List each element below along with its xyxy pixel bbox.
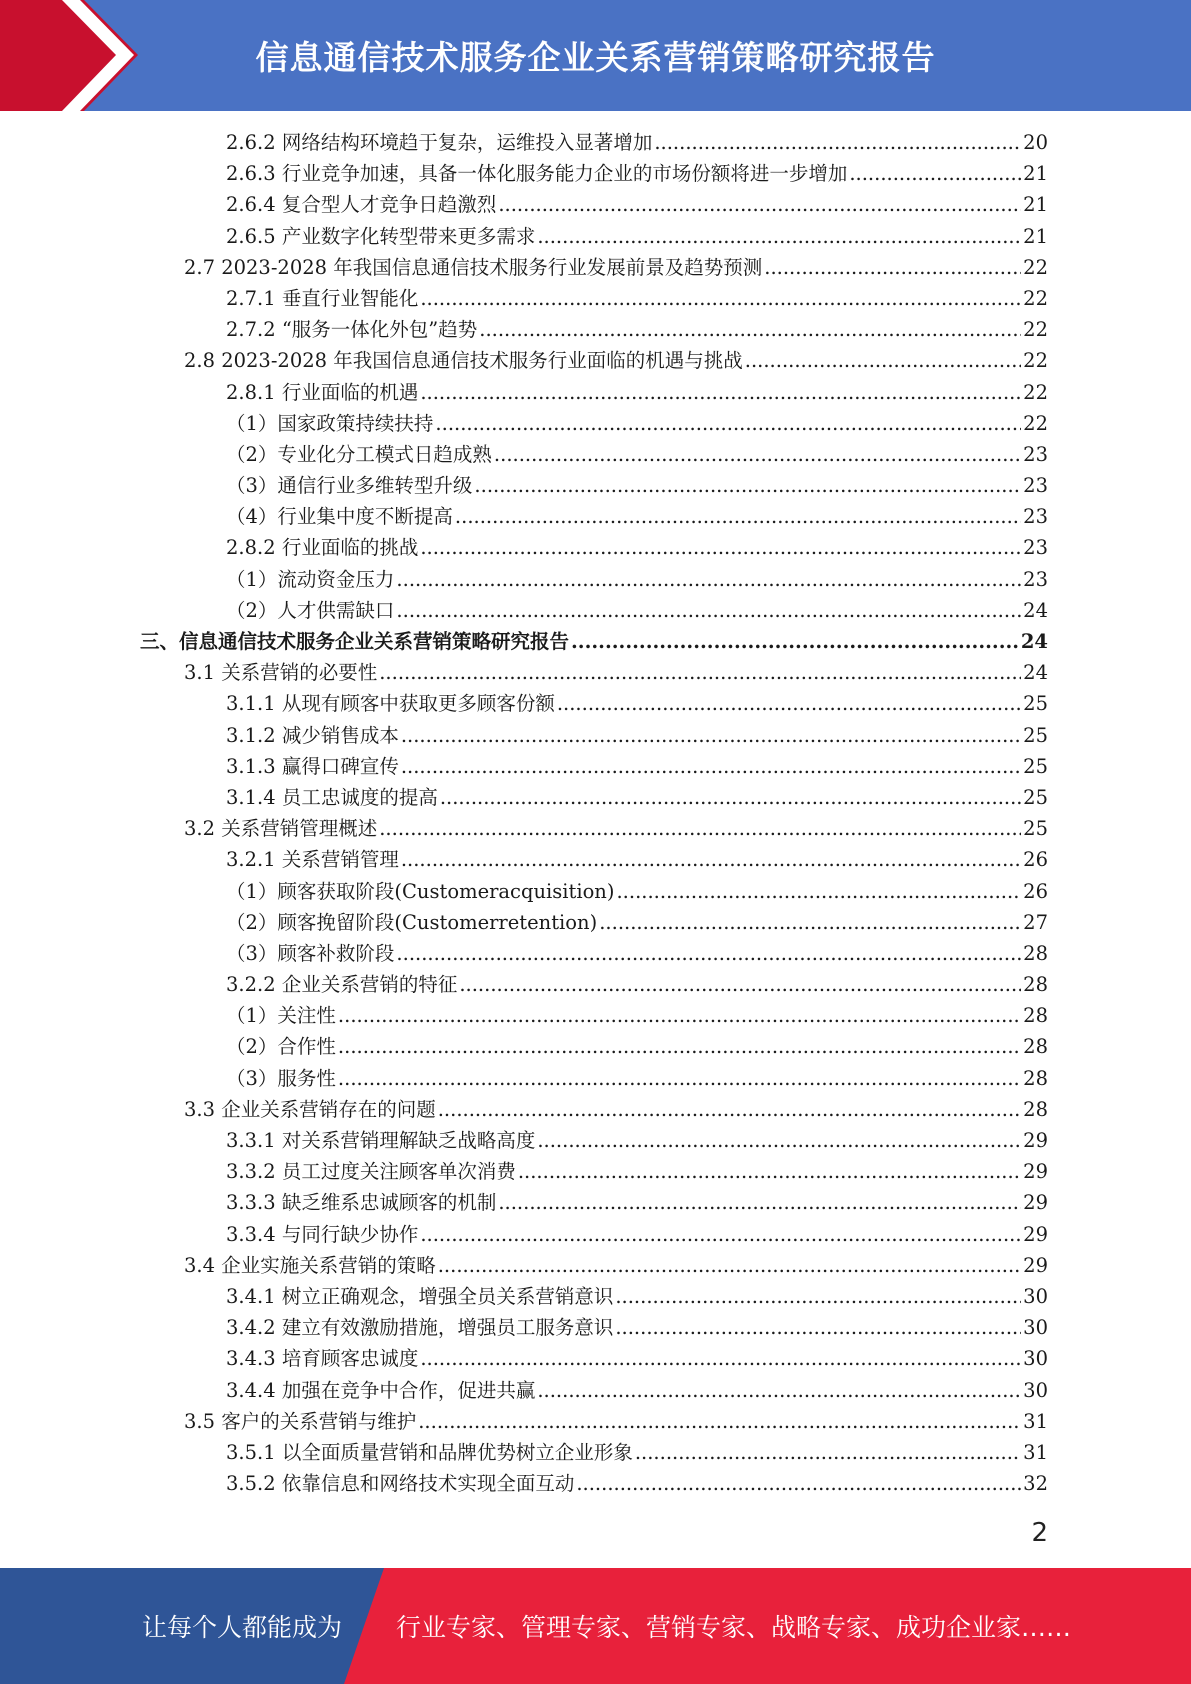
toc-entry-page: 25	[1023, 754, 1048, 778]
toc-entry-title: 3.5.1 以全面质量营销和品牌优势树立企业形象	[226, 1440, 633, 1464]
toc-entry-page: 24	[1023, 598, 1048, 622]
toc-entry[interactable]	[140, 501, 1048, 532]
page-footer	[0, 1568, 1191, 1684]
toc-entry[interactable]	[140, 345, 1048, 376]
toc-entry-page: 29	[1023, 1253, 1048, 1277]
toc-entry-page: 22	[1023, 349, 1048, 373]
toc-dot-leader	[615, 1281, 1021, 1312]
toc-entry[interactable]	[140, 688, 1048, 719]
toc-entry-title: （3）通信行业多维转型升级	[226, 474, 473, 498]
toc-entry-page: 20	[1023, 131, 1048, 154]
toc-entry[interactable]	[140, 844, 1048, 875]
toc-entry[interactable]	[140, 969, 1048, 1000]
toc-entry[interactable]	[140, 626, 1048, 657]
toc-entry-title: （1）国家政策持续扶持	[226, 411, 434, 435]
toc-entry[interactable]	[140, 1250, 1048, 1281]
toc-entry-page: 28	[1023, 1097, 1048, 1121]
toc-dot-leader	[494, 439, 1021, 470]
toc-dot-leader	[401, 751, 1021, 782]
toc-dot-leader	[479, 314, 1021, 345]
toc-dot-leader	[440, 782, 1021, 813]
toc-entry[interactable]	[140, 876, 1048, 907]
toc-dot-leader	[420, 1343, 1021, 1374]
toc-entry[interactable]	[140, 1468, 1048, 1499]
toc-entry-page: 23	[1023, 474, 1048, 498]
toc-dot-leader	[764, 252, 1021, 283]
toc-dot-leader	[849, 158, 1021, 189]
toc-entry[interactable]	[140, 408, 1048, 439]
toc-entry[interactable]	[140, 158, 1048, 189]
toc-entry-title: 3.3.4 与同行缺少协作	[226, 1222, 419, 1246]
toc-dot-leader	[438, 1094, 1021, 1125]
toc-entry[interactable]	[140, 1343, 1048, 1374]
toc-entry[interactable]	[140, 813, 1048, 844]
toc-entry[interactable]	[140, 1437, 1048, 1468]
toc-entry-page: 28	[1023, 1004, 1048, 1028]
toc-dot-leader	[455, 501, 1021, 532]
toc-entry-page: 30	[1023, 1284, 1048, 1308]
toc-entry-page: 25	[1023, 817, 1048, 841]
toc-entry[interactable]	[140, 532, 1048, 563]
toc-entry-page: 29	[1023, 1160, 1048, 1184]
toc-dot-leader	[438, 1250, 1021, 1281]
toc-entry[interactable]	[140, 938, 1048, 969]
toc-entry-title: （2）顾客挽留阶段(Customerretention)	[226, 910, 598, 934]
toc-dot-leader	[557, 688, 1021, 719]
toc-entry-page: 31	[1023, 1409, 1048, 1433]
toc-entry[interactable]	[140, 1375, 1048, 1406]
toc-entry[interactable]	[140, 189, 1048, 220]
toc-dot-leader	[338, 1000, 1021, 1031]
toc-entry-title: 2.6.3 行业竞争加速，具备一体化服务能力企业的市场份额将进一步增加	[226, 162, 848, 186]
toc-entry-page: 21	[1023, 224, 1048, 248]
toc-entry[interactable]	[140, 470, 1048, 501]
toc-dot-leader	[474, 470, 1021, 501]
toc-entry-page: 21	[1023, 193, 1048, 217]
toc-entry-page: 26	[1023, 879, 1048, 903]
toc-dot-leader	[420, 1219, 1021, 1250]
toc-entry-title: 3.5 客户的关系营销与维护	[184, 1409, 417, 1433]
toc-dot-leader	[435, 408, 1021, 439]
toc-entry-page: 28	[1023, 941, 1048, 965]
toc-entry[interactable]	[140, 221, 1048, 252]
toc-entry-page: 28	[1023, 1066, 1048, 1090]
toc-entry-title: 3.4.4 加强在竞争中合作，促进共赢	[226, 1378, 536, 1402]
toc-entry-title: 2.8.2 行业面临的挑战	[226, 536, 419, 560]
toc-entry[interactable]	[140, 252, 1048, 283]
toc-entry-title: 3.1.1 从现有顾客中获取更多顾客份额	[226, 692, 555, 716]
toc-entry-title: （2）人才供需缺口	[226, 598, 395, 622]
toc-entry-page: 30	[1023, 1316, 1048, 1340]
toc-entry-title: （1）顾客获取阶段(Customeracquisition)	[226, 879, 615, 903]
toc-entry-title: 2.7.2 “服务一体化外包”趋势	[226, 318, 478, 342]
toc-entry-page: 26	[1023, 848, 1048, 872]
toc-dot-leader	[396, 564, 1021, 595]
page-number: 2	[1031, 1518, 1048, 1548]
toc-entry[interactable]	[140, 1156, 1048, 1187]
toc-entry-title: 2.6.5 产业数字化转型带来更多需求	[226, 224, 536, 248]
toc-entry-title: 3.4.1 树立正确观念，增强全员关系营销意识	[226, 1284, 614, 1308]
toc-entry[interactable]	[140, 1312, 1048, 1343]
toc-entry[interactable]	[140, 1187, 1048, 1218]
toc-entry-title: （1）关注性	[226, 1004, 336, 1028]
toc-entry[interactable]	[140, 1125, 1048, 1156]
toc-entry-page: 27	[1023, 910, 1048, 934]
toc-dot-leader	[576, 1468, 1021, 1499]
footer-slogan-right: 行业专家、管理专家、营销专家、战略专家、成功企业家……	[396, 1613, 1072, 1642]
toc-entry-title: 3.4 企业实施关系营销的策略	[184, 1253, 436, 1277]
toc-dot-leader	[635, 1437, 1021, 1468]
toc-dot-leader	[418, 1406, 1021, 1437]
toc-entry-title: 3.1.4 员工忠诚度的提高	[226, 785, 438, 809]
toc-entry-title: 3.3 企业关系营销存在的问题	[184, 1097, 436, 1121]
toc-dot-leader	[459, 969, 1021, 1000]
toc-entry-title: 3.3.3 缺乏维系忠诚顾客的机制	[226, 1191, 497, 1215]
toc-entry-page: 22	[1023, 380, 1048, 404]
toc-dot-leader	[615, 1312, 1021, 1343]
toc-dot-leader	[401, 720, 1021, 751]
toc-entry[interactable]	[140, 1063, 1048, 1094]
toc-entry-page: 29	[1023, 1222, 1048, 1246]
toc-entry-page: 22	[1023, 318, 1048, 342]
toc-entry-page: 23	[1023, 505, 1048, 529]
toc-entry-title: （2）专业化分工模式日趋成熟	[226, 442, 492, 466]
toc-entry-page: 30	[1023, 1347, 1048, 1371]
toc-entry[interactable]	[140, 1406, 1048, 1437]
toc-entry[interactable]	[140, 1281, 1048, 1312]
toc-entry-title: 3.3.2 员工过度关注顾客单次消费	[226, 1160, 516, 1184]
toc-entry-title: （4）行业集中度不断提高	[226, 505, 453, 529]
toc-entry-page: 28	[1023, 973, 1048, 997]
toc-dot-leader	[498, 189, 1021, 220]
toc-entry-title: （3）顾客补救阶段	[226, 941, 395, 965]
toc-entry-title: 3.3.1 对关系营销理解缺乏战略高度	[226, 1129, 536, 1152]
toc-entry-page: 21	[1023, 162, 1048, 186]
toc-entry[interactable]	[140, 1094, 1048, 1125]
toc-entry[interactable]	[140, 439, 1048, 470]
toc-entry-title: （1）流动资金压力	[226, 567, 395, 591]
toc-entry-title: 3.5.2 依靠信息和网络技术实现全面互动	[226, 1472, 575, 1496]
toc-dot-leader	[420, 283, 1021, 314]
toc-dot-leader	[571, 626, 1019, 657]
toc-entry-page: 30	[1023, 1378, 1048, 1402]
toc-entry-page: 22	[1023, 411, 1048, 435]
toc-entry-title: （2）合作性	[226, 1035, 336, 1059]
toc-dot-leader	[338, 1063, 1021, 1094]
toc-entry[interactable]	[140, 283, 1048, 314]
toc-entry[interactable]	[140, 314, 1048, 345]
toc-dot-leader	[401, 844, 1021, 875]
toc-entry-page: 25	[1023, 785, 1048, 809]
toc-entry-title: 3.4.3 培育顾客忠诚度	[226, 1347, 419, 1371]
toc-dot-leader	[379, 813, 1021, 844]
toc-dot-leader	[518, 1156, 1021, 1187]
toc-entry-title: 2.6.2 网络结构环境趋于复杂，运维投入显著增加	[226, 131, 653, 154]
toc-dot-leader	[537, 221, 1021, 252]
toc-entry-page: 22	[1023, 286, 1048, 310]
toc-entry-title: 3.1 关系营销的必要性	[184, 661, 378, 685]
toc-entry[interactable]	[140, 782, 1048, 813]
toc-entry-title: 2.6.4 复合型人才竞争日趋激烈	[226, 193, 497, 217]
footer-slogan-left: 让每个人都能成为	[142, 1613, 343, 1642]
toc-entry-page: 24	[1023, 661, 1048, 685]
toc-entry-page: 23	[1023, 536, 1048, 560]
toc-entry-title: （3）服务性	[226, 1066, 336, 1090]
toc-entry-page: 32	[1023, 1472, 1048, 1496]
toc-entry-page: 22	[1023, 255, 1048, 279]
toc-dot-leader	[498, 1187, 1021, 1218]
toc-entry[interactable]	[140, 1031, 1048, 1062]
toc-dot-leader	[537, 1125, 1021, 1156]
toc-dot-leader	[616, 876, 1021, 907]
toc-entry[interactable]	[140, 595, 1048, 626]
toc-entry-page: 31	[1023, 1440, 1048, 1464]
toc-entry-title: 2.7.1 垂直行业智能化	[226, 286, 419, 310]
toc-entry-title: 3.1.3 赢得口碑宣传	[226, 754, 399, 778]
toc-dot-leader	[654, 127, 1021, 158]
toc-dot-leader	[599, 907, 1021, 938]
toc-dot-leader	[396, 938, 1021, 969]
toc-entry-page: 29	[1023, 1191, 1048, 1215]
toc-entry-page: 23	[1023, 442, 1048, 466]
toc-entry[interactable]	[140, 127, 1048, 158]
header-arrow-decoration	[0, 0, 150, 111]
toc-entry[interactable]	[140, 751, 1048, 782]
page-header	[0, 0, 1191, 111]
toc-dot-leader	[379, 657, 1021, 688]
toc-dot-leader	[745, 345, 1021, 376]
toc-entry-title: 3.4.2 建立有效激励措施，增强员工服务意识	[226, 1316, 614, 1340]
toc-entry-page: 25	[1023, 692, 1048, 716]
toc-dot-leader	[420, 532, 1021, 563]
toc-dot-leader	[338, 1031, 1021, 1062]
toc-entry-title: 三、信息通信技术服务企业关系营销策略研究报告	[140, 630, 570, 653]
table-of-contents	[140, 127, 1048, 1499]
toc-entry-page: 23	[1023, 567, 1048, 591]
header-title: 信息通信技术服务企业关系营销策略研究报告	[255, 38, 936, 77]
toc-dot-leader	[537, 1375, 1021, 1406]
toc-entry-title: 3.1.2 减少销售成本	[226, 723, 399, 747]
toc-entry-title: 3.2.1 关系营销管理	[226, 848, 399, 872]
toc-entry-title: 3.2.2 企业关系营销的特征	[226, 973, 458, 997]
toc-entry-page: 25	[1023, 723, 1048, 747]
toc-entry[interactable]	[140, 1219, 1048, 1250]
toc-entry-title: 2.8 2023-2028 年我国信息通信技术服务行业面临的机遇与挑战	[184, 349, 743, 373]
toc-entry-title: 2.7 2023-2028 年我国信息通信技术服务行业发展前景及趋势预测	[184, 255, 763, 279]
toc-entry-title: 2.8.1 行业面临的机遇	[226, 380, 419, 404]
toc-entry[interactable]	[140, 907, 1048, 938]
toc-entry[interactable]	[140, 720, 1048, 751]
toc-entry-page: 29	[1023, 1129, 1048, 1152]
toc-entry[interactable]	[140, 657, 1048, 688]
toc-entry-page: 28	[1023, 1035, 1048, 1059]
toc-dot-leader	[396, 595, 1021, 626]
toc-entry[interactable]	[140, 377, 1048, 408]
toc-entry-title: 3.2 关系营销管理概述	[184, 817, 378, 841]
toc-entry[interactable]	[140, 1000, 1048, 1031]
toc-entry[interactable]	[140, 564, 1048, 595]
toc-dot-leader	[420, 377, 1021, 408]
toc-entry-page: 24	[1020, 630, 1048, 653]
